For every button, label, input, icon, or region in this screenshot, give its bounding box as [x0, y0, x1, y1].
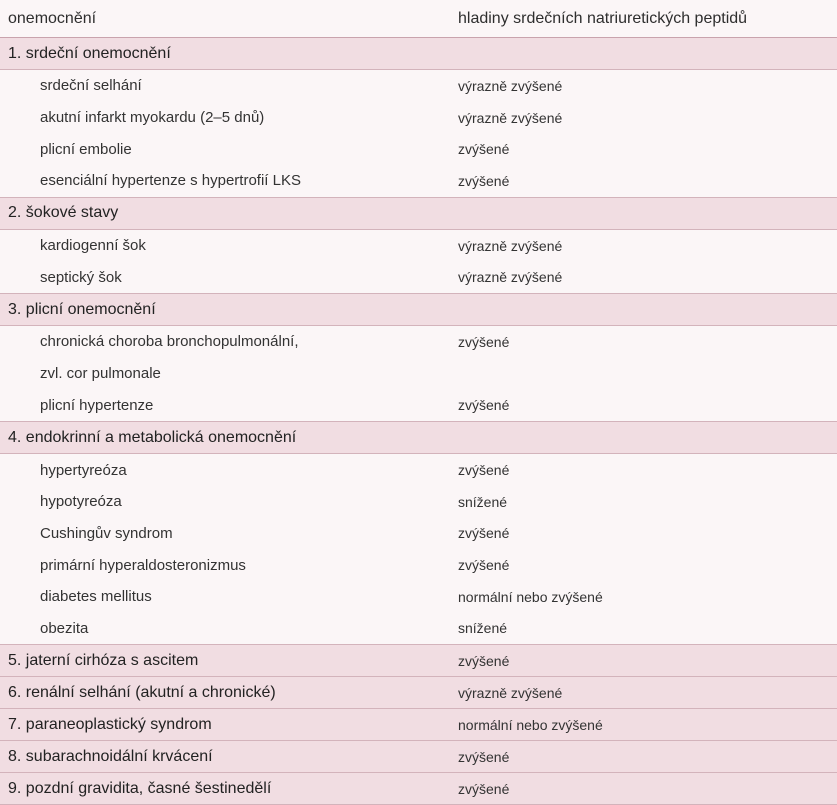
table-body — [0, 38, 837, 805]
peptide-level: snížené — [458, 493, 508, 510]
table-row — [0, 261, 837, 293]
category-row — [0, 38, 837, 70]
peptide-level: zvýšené — [448, 773, 837, 805]
peptide-level: výrazně zvýšené — [458, 77, 563, 94]
table-row — [0, 326, 837, 358]
peptide-level: výrazně zvýšené — [458, 237, 563, 254]
peptide-level: normální nebo zvýšené — [448, 709, 837, 741]
category-row — [0, 422, 837, 454]
condition-name: diabetes mellitus — [40, 588, 152, 606]
condition-name: srdeční selhání — [40, 77, 142, 95]
category-name: 3. plicní onemocnění — [0, 294, 448, 326]
peptide-level — [448, 197, 837, 229]
table-row — [0, 390, 837, 422]
peptide-level — [448, 38, 837, 70]
peptide-level: zvýšené — [458, 557, 510, 574]
condition-name: kardiogenní šok — [40, 237, 146, 255]
condition-name: zvl. cor pulmonale — [40, 365, 161, 383]
table-row — [0, 229, 837, 261]
condition-name: septický šok — [40, 268, 122, 286]
condition-name: hypertyreóza — [40, 461, 127, 479]
peptide-level: zvýšené — [458, 525, 510, 542]
column-header-peptide-levels: hladiny srdečních natriuretických peptidů — [448, 0, 837, 38]
category-name: 1. srdeční onemocnění — [0, 38, 448, 70]
condition-name: primární hyperaldosteronizmus — [40, 556, 246, 574]
category-name: 7. paraneoplastický syndrom — [0, 709, 448, 741]
category-name: 6. renální selhání (akutní a chronické) — [0, 677, 448, 709]
table-row — [0, 518, 837, 550]
condition-name: esenciální hypertenze s hypertrofií LKS — [40, 172, 301, 190]
category-row — [0, 677, 837, 709]
table-row — [0, 70, 837, 102]
category-row — [0, 773, 837, 805]
table-row — [0, 581, 837, 613]
condition-name: plicní hypertenze — [40, 396, 154, 414]
peptide-level: zvýšené — [458, 141, 510, 158]
column-header-condition: onemocnění — [0, 0, 448, 38]
peptide-level — [448, 422, 837, 454]
category-row — [0, 741, 837, 773]
table-row — [0, 613, 837, 645]
category-name: 5. jaterní cirhóza s ascitem — [0, 645, 448, 677]
table-row — [0, 486, 837, 518]
category-name: 9. pozdní gravidita, časné šestinedělí — [0, 773, 448, 805]
peptide-level: normální nebo zvýšené — [458, 588, 603, 605]
table-row — [0, 454, 837, 486]
category-row — [0, 197, 837, 229]
peptide-level: zvýšené — [448, 645, 837, 677]
peptide-level: zvýšené — [458, 333, 510, 350]
peptide-level: výrazně zvýšené — [448, 677, 837, 709]
table-row — [0, 549, 837, 581]
peptide-level: snížené — [458, 620, 508, 637]
table-row — [0, 165, 837, 197]
category-name: 8. subarachnoidální krvácení — [0, 741, 448, 773]
condition-name: akutní infarkt myokardu (2–5 dnů) — [40, 109, 265, 127]
peptide-level — [448, 294, 837, 326]
peptide-level: výrazně zvýšené — [458, 109, 563, 126]
condition-name: hypotyreóza — [40, 493, 122, 511]
condition-name: chronická choroba bronchopulmonální, — [40, 333, 299, 351]
peptide-level — [448, 358, 837, 390]
condition-name: Cushingův syndrom — [40, 524, 173, 542]
category-row — [0, 294, 837, 326]
table-row — [0, 102, 837, 134]
peptide-level: zvýšené — [458, 462, 510, 479]
peptide-level: zvýšené — [448, 741, 837, 773]
peptide-level: výrazně zvýšené — [458, 269, 563, 286]
peptide-level: zvýšené — [458, 397, 510, 414]
condition-name: obezita — [40, 619, 89, 637]
table-row — [0, 358, 837, 390]
category-row — [0, 709, 837, 741]
category-name: 2. šokové stavy — [0, 197, 448, 229]
table-row — [0, 133, 837, 165]
category-name: 4. endokrinní a metabolická onemocnění — [0, 422, 448, 454]
category-row — [0, 645, 837, 677]
peptide-level: zvýšené — [458, 172, 510, 189]
table-header-row — [0, 0, 837, 38]
condition-name: plicní embolie — [40, 140, 132, 158]
